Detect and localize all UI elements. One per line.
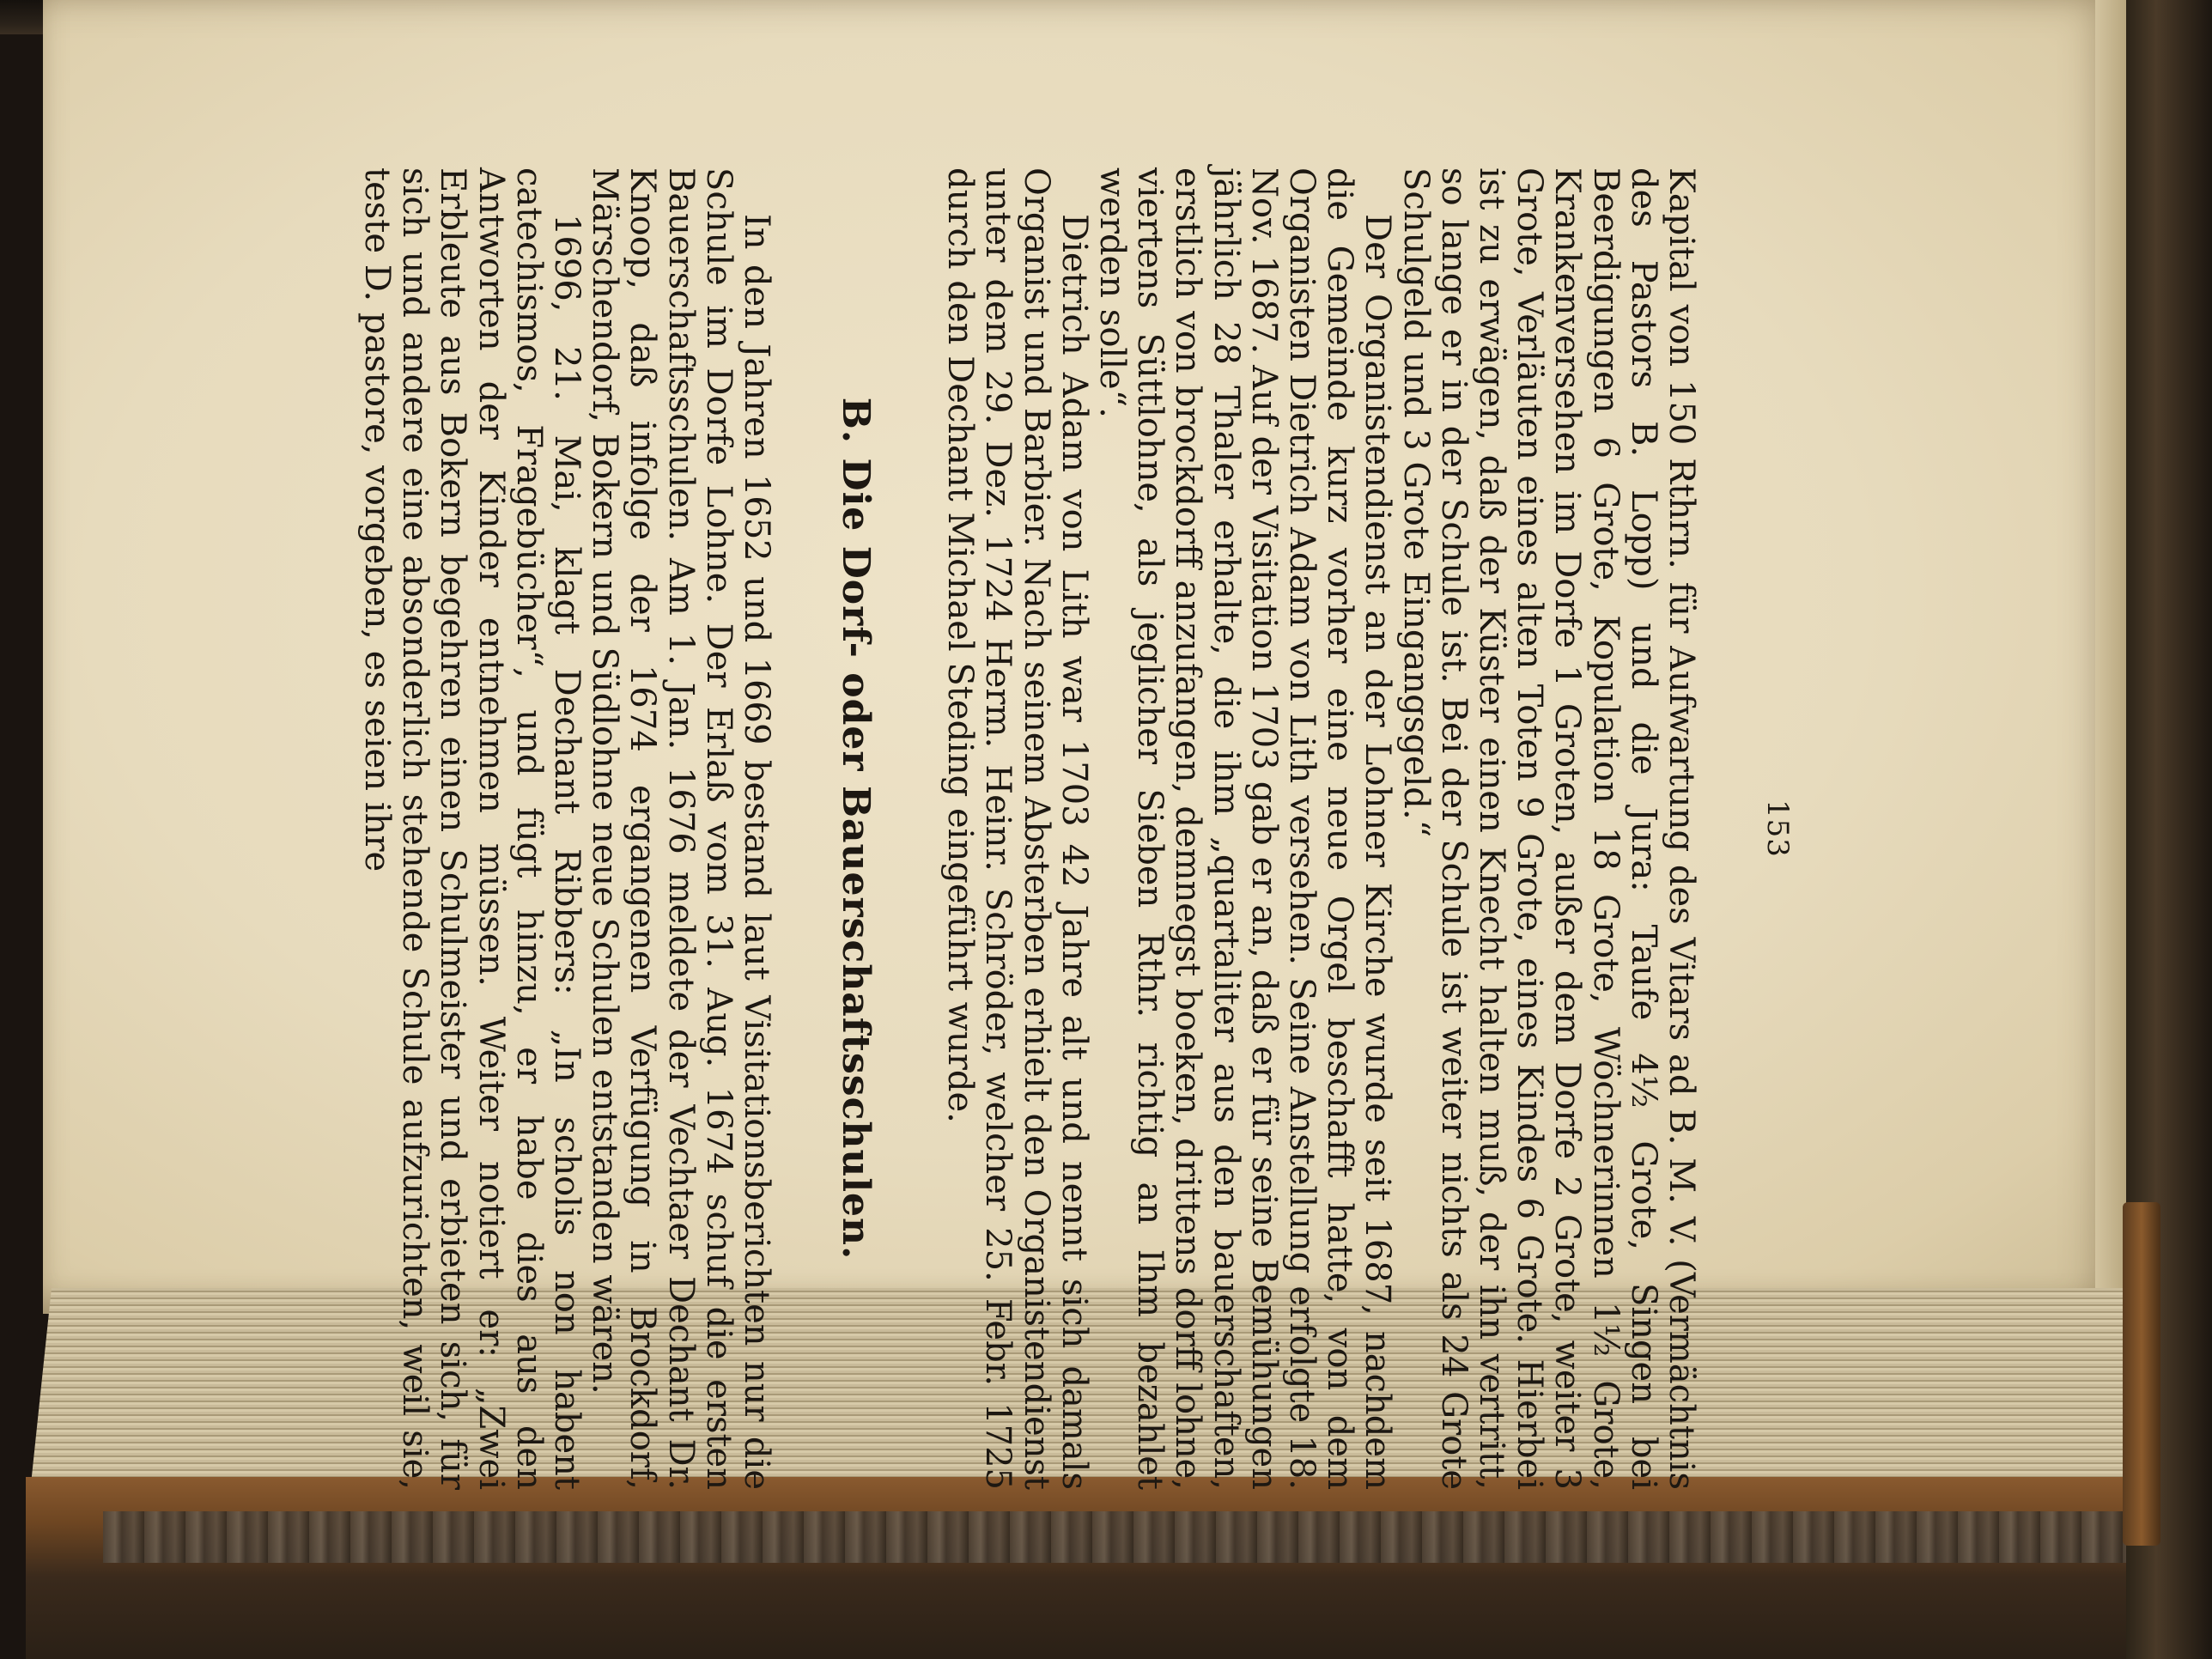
- page-body: [358, 167, 1700, 1490]
- paragraph-schools-history: In den Jahren 1652 und 1669 bestand laut Visitationsberichten nur die Schule im Dorfe Lohne. Der Erlaß vom 31. Aug. 1674 schuf die ersten Bauerschaftsschulen. Am 1. Jan. 1676 meldete der Vechtaer Dechant Dr. Knoop, daß infolge der 1674 ergangenen Verfügung in Brockdorf, Märschendorf, Bokern und Südlohne neue Schulen entstanden wären.: [585, 167, 776, 1490]
- paragraph-ribbers: 1696, 21. Mai, klagt Dechant Ribbers: „In scholis non habent catechismos, Fragebücher“, und fügt hinzu, er habe dies aus den Antworten der Kinder entnehmen müssen. Weiter notiert er: „Zwei Erbleute aus Bokern begehren einen Schulmeister und erbieten sich, für sich und andere eine absonderlich stehende Schule aufzurichten, weil sie, teste D. pastore, vorgeben, es seien ihre: [356, 167, 586, 1490]
- marbled-cover-pattern: [103, 1511, 2164, 1563]
- paragraph-lith: Dietrich Adam von Lith war 1703 42 Jahre alt und nennt sich damals Organist und Barbier. Nach seinem Absterben erhielt den Organistendienst unter dem 29. Dez. 1724 Herm. Heinr. Schröder, welcher 25. Febr. 1725 durch den Dechant Michael Steding eingeführt wurde.: [940, 167, 1094, 1490]
- book-cover-board: [26, 1477, 2212, 1659]
- page-number: 153: [1760, 799, 1795, 858]
- section-heading: B. Die Dorf- oder Bauerschaftsschulen.: [833, 397, 878, 1261]
- leather-corner: [2123, 1202, 2160, 1546]
- rotated-text-block: [356, 167, 1795, 1490]
- paragraph-fees: Kapital von 150 Rthrn. für Aufwartung des Vitars ad B. M. V. (Vermächtnis des Pastors B. Lopp) und die Jura: Taufe 4½ Grote, Singen bei Beerdigungen 6 Grote, Kopulation 18 Grote, Wöchnerinnen 1½ Grote, Krankenversehen im Dorfe 1 Groten, außer dem Dorfe 2 Grote, weiter 3 Grote, Verläuten eines alten Toten 9 Grote, eines Kindes 6 Grote. Hierbei ist zu erwägen, daß der Küster einen Knecht halten muß, der ihn vertritt, so lange er in der Schule ist. Bei der Schule ist weiter nichts als 24 Grote Schulgeld und 3 Grote Eingangsgeld.“: [1395, 167, 1701, 1490]
- paragraph-organist: Der Organistendienst an der Lohner Kirche wurde seit 1687, nachdem die Gemeinde kurz vorher eine neue Orgel beschafft hatte, von dem Organisten Dietrich Adam von Lith versehen. Seine Anstellung erfolgte 18. Nov. 1687. Auf der Visitation 1703 gab er an, daß er für seine Bemühungen jährlich 28 Thaler erhalte, die ihm „quartaliter aus den bauerschaften, erstlich von brockdorff anzufangen, demnegst boeken, drittens dorff lohne, viertens Süttlohne, als jeglicher Sieben Rthr. richtig an Ihm bezahlet werden solle“.: [1091, 167, 1398, 1490]
